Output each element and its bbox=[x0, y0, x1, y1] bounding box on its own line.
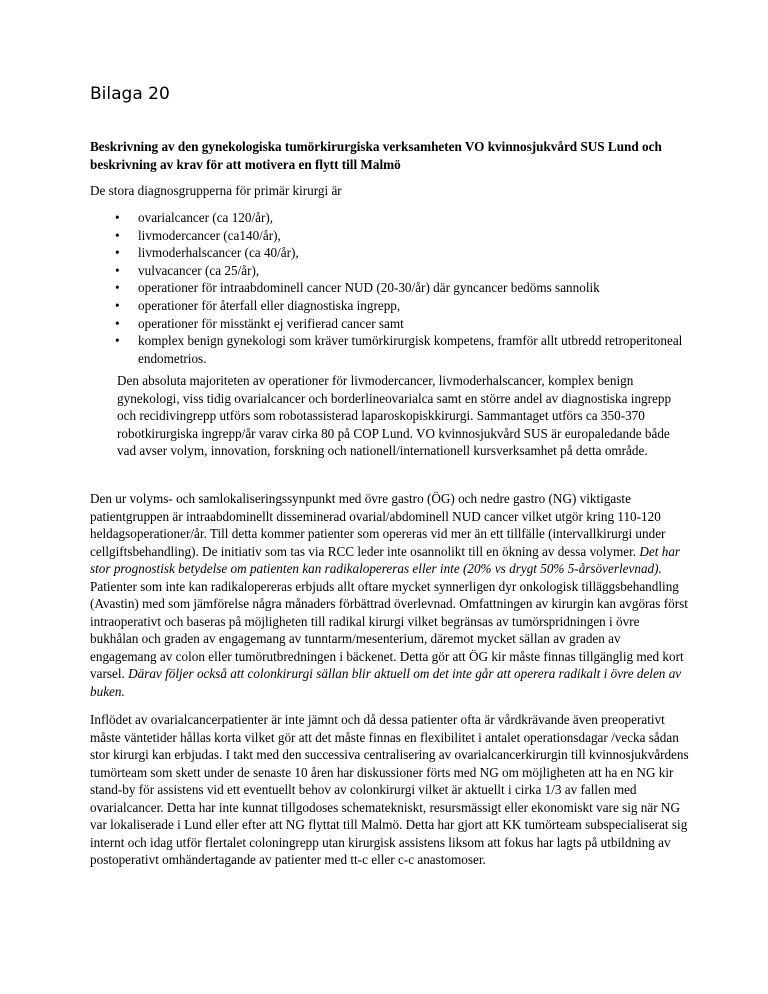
bullet-icon: • bbox=[115, 333, 120, 349]
paragraph-patient-inflow: Inflödet av ovarialcancerpatienter är inte jämnt och då dessa patienter ofta är vårdkrävande även preoperativt måste väntetider hållas korta vilket gör att det måste finnas en flexibilitet i antalet operationsdagar /vecka sådan stor kirurgi kan erbjudas. I takt med den successiva centralisering av ovarialcancerkirurgin till kvinnosjukvårdens tumörteam som skett under de senaste 10 åren har diskussioner förts med NG om möjligheten att ha en NG kir stand-by för assistens vid ett eventuellt behov av colonkirurgi vilket är aktuellt i cirka 1/3 av fallen med ovarialcancer. Detta har inte kunnat tillgodoses schematekniskt, resursmässigt eller ekonomiskt vare sig när NG var lokaliserade i Lund eller efter att NG flyttat till Malmö. Detta har gjort att KK tumörteam subspecialiserat sig internt och idag utför flertalet coloningrepp utan kirurgisk assistens liksom att fokus har lagts på utbildning av postoperativt omhändertagande av patienter med tt-c eller c-c anastomoser. bbox=[90, 712, 689, 867]
diagnosis-list bbox=[90, 209, 690, 367]
list-item: • komplex benign gynekologi som kräver tumörkirurgisk kompetens, framför allt utbredd retroperitoneal endometrios. bbox=[115, 333, 683, 366]
bullet-icon: • bbox=[115, 262, 120, 278]
bullet-icon: • bbox=[115, 280, 120, 296]
emphasis-text: Därav följer också att colonkirurgi sällan blir aktuell om det inte går att operera radikalt i övre delen av buken. bbox=[90, 666, 682, 699]
bullet-icon: • bbox=[115, 315, 120, 331]
paragraph-text: Patienter som inte kan radikalopereras erbjuds allt oftare mycket synnerligen dyr onkologisk tilläggsbehandling (Avastin) med som jämförelse några månaders förbättrad överlevnad. Omfattningen av kirurgin kan avgöras först intraoperativt och baseras på möjligheten till radikal kirurgi vilket begränsas av tumörspridningen i övre bukhålan och graden av engagemang av tunntarm/mesenterium, däremot mycket sällan av graden av engagemang av colon eller tumörutbredningen i bäckenet. Detta gör att ÖG kir måste finnas tillgänglig med kort varsel. bbox=[90, 578, 688, 681]
list-item: • livmodercancer (ca140/år), bbox=[115, 227, 281, 243]
paragraph-text: Den ur volyms- och samlokaliseringssynpunkt med övre gastro (ÖG) och nedre gastro (NG) viktigaste patientgruppen är intraabdominellt disseminerad ovarial/abdominell NUD cancer vilket utgör kring 110-120 heldagsoperationer/år. Till detta kommer patienter som opereras vid mer än ett tillfälle (intervallkirurgi under cellgiftsbehandling). De initiativ som tas via RCC leder inte osannolikt till en ökning av dessa volymer. bbox=[90, 491, 666, 559]
document-title: Beskrivning av den gynekologiska tumörkirurgiska verksamheten VO kvinnosjukvård SUS Lund och beskrivning av krav för att motivera en flytt till Malmö bbox=[90, 139, 662, 172]
bullet-icon: • bbox=[115, 297, 120, 313]
paragraph-robotic-surgery: Den absoluta majoriteten av operationer för livmodercancer, livmoderhalscancer, komplex benign gynekologi, viss tidig ovarialcancer och borderlineovarialca samt en större andel av diagnostiska ingrepp och recidivingrepp utförs som robotassisterad laparoskopiskkirurgi. Sammantaget utförs ca 350-370 robotkirurgiska ingrepp/år varav cirka 80 på COP Lund. VO kvinnosjukvård SUS är europaledande både vad avser volym, innovation, forskning och nationell/internationell kursverksamhet på detta område. bbox=[117, 373, 672, 458]
emphasis-text: Det har stor prognostisk betydelse om patienten kan radikalopereras eller inte (20% vs drygt 50% 5-årsöverlevnad). bbox=[90, 543, 681, 576]
list-item: • operationer för intraabdominell cancer NUD (20-30/år) där gyncancer bedöms sannolik bbox=[115, 280, 600, 296]
intro-text: De stora diagnosgrupperna för primär kirurgi är bbox=[90, 183, 342, 198]
bullet-icon: • bbox=[115, 210, 120, 225]
list-item: • vulvacancer (ca 25/år), bbox=[115, 262, 260, 278]
paragraph-ovarian-cancer bbox=[90, 490, 690, 700]
list-item: • ovarialcancer (ca 120/år), bbox=[115, 210, 274, 225]
list-item: • operationer för misstänkt ej verifierad cancer samt bbox=[115, 315, 404, 331]
list-item: • operationer för återfall eller diagnostiska ingrepp, bbox=[115, 297, 401, 313]
bullet-icon: • bbox=[115, 227, 120, 243]
document-heading: Bilaga 20 bbox=[90, 84, 170, 104]
list-item: • livmoderhalscancer (ca 40/år), bbox=[115, 245, 299, 261]
bullet-icon: • bbox=[115, 245, 120, 261]
